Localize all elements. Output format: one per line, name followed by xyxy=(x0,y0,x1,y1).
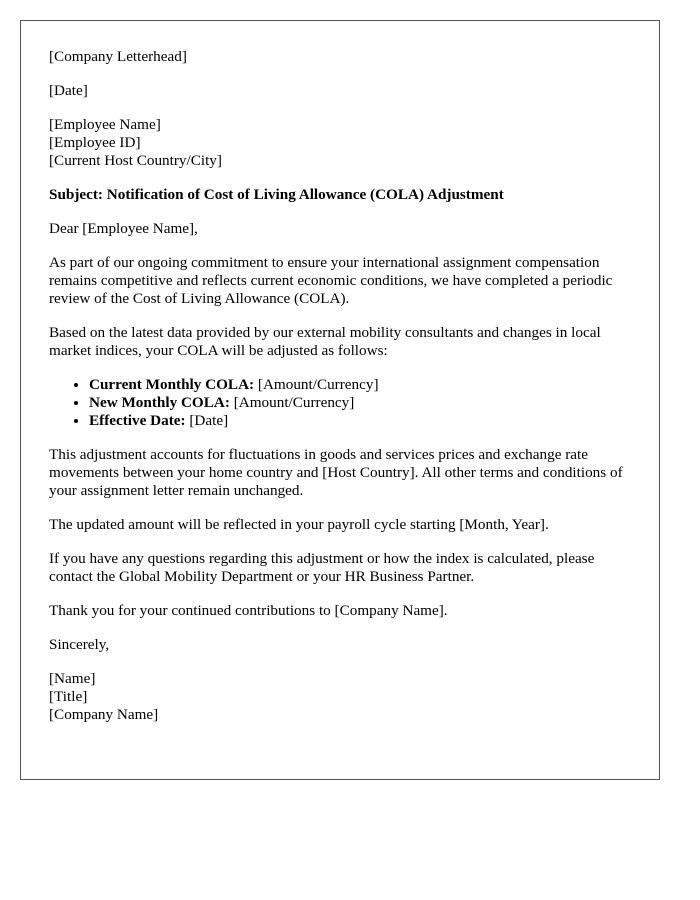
signature-name: [Name] xyxy=(49,670,96,687)
letter-date: [Date] xyxy=(49,82,88,99)
letter-page xyxy=(20,20,660,780)
paragraph-payroll: The updated amount will be reflected in your payroll cycle starting [Month, Year]. xyxy=(49,516,549,533)
closing: Sincerely, xyxy=(49,636,110,653)
cola-adjustment-list xyxy=(49,376,631,430)
recipient-location: [Current Host Country/City] xyxy=(49,152,222,169)
signature-company: [Company Name] xyxy=(49,706,159,723)
salutation: Dear [Employee Name], xyxy=(49,220,198,237)
paragraph-fluctuations: This adjustment accounts for fluctuations in goods and services prices and exchange rate movements between your home country and [Host Country]. All other terms and conditions of your assignment letter remain unchanged. xyxy=(49,446,623,499)
effective-date-label: Effective Date: xyxy=(89,412,186,429)
list-item-new-cola xyxy=(89,394,631,412)
recipient-id: [Employee ID] xyxy=(49,134,141,151)
recipient-block xyxy=(49,116,631,170)
paragraph-basis: Based on the latest data provided by our external mobility consultants and changes in local market indices, your COLA will be adjusted as follows: xyxy=(49,324,601,359)
new-cola-label: New Monthly COLA: xyxy=(89,394,230,411)
subject-line: Subject: Notification of Cost of Living Allowance (COLA) Adjustment xyxy=(49,186,504,203)
paragraph-intro: As part of our ongoing commitment to ensure your international assignment compensation remains competitive and reflects current economic conditions, we have completed a periodic review of the Cost of Living Allowance (COLA). xyxy=(49,254,613,307)
recipient-name: [Employee Name] xyxy=(49,116,161,133)
signature-title: [Title] xyxy=(49,688,88,705)
signature-block xyxy=(49,670,631,724)
company-letterhead: [Company Letterhead] xyxy=(49,48,187,65)
effective-date-value: [Date] xyxy=(185,412,229,429)
paragraph-questions: If you have any questions regarding this adjustment or how the index is calculated, please contact the Global Mobility Department or your HR Business Partner. xyxy=(49,550,595,585)
paragraph-thanks: Thank you for your continued contributions to [Company Name]. xyxy=(49,602,448,619)
current-cola-label: Current Monthly COLA: xyxy=(89,376,255,393)
list-item-effective-date xyxy=(89,412,631,430)
current-cola-value: [Amount/Currency] xyxy=(254,376,379,393)
new-cola-value: [Amount/Currency] xyxy=(229,394,355,411)
list-item-current-cola xyxy=(89,376,631,394)
